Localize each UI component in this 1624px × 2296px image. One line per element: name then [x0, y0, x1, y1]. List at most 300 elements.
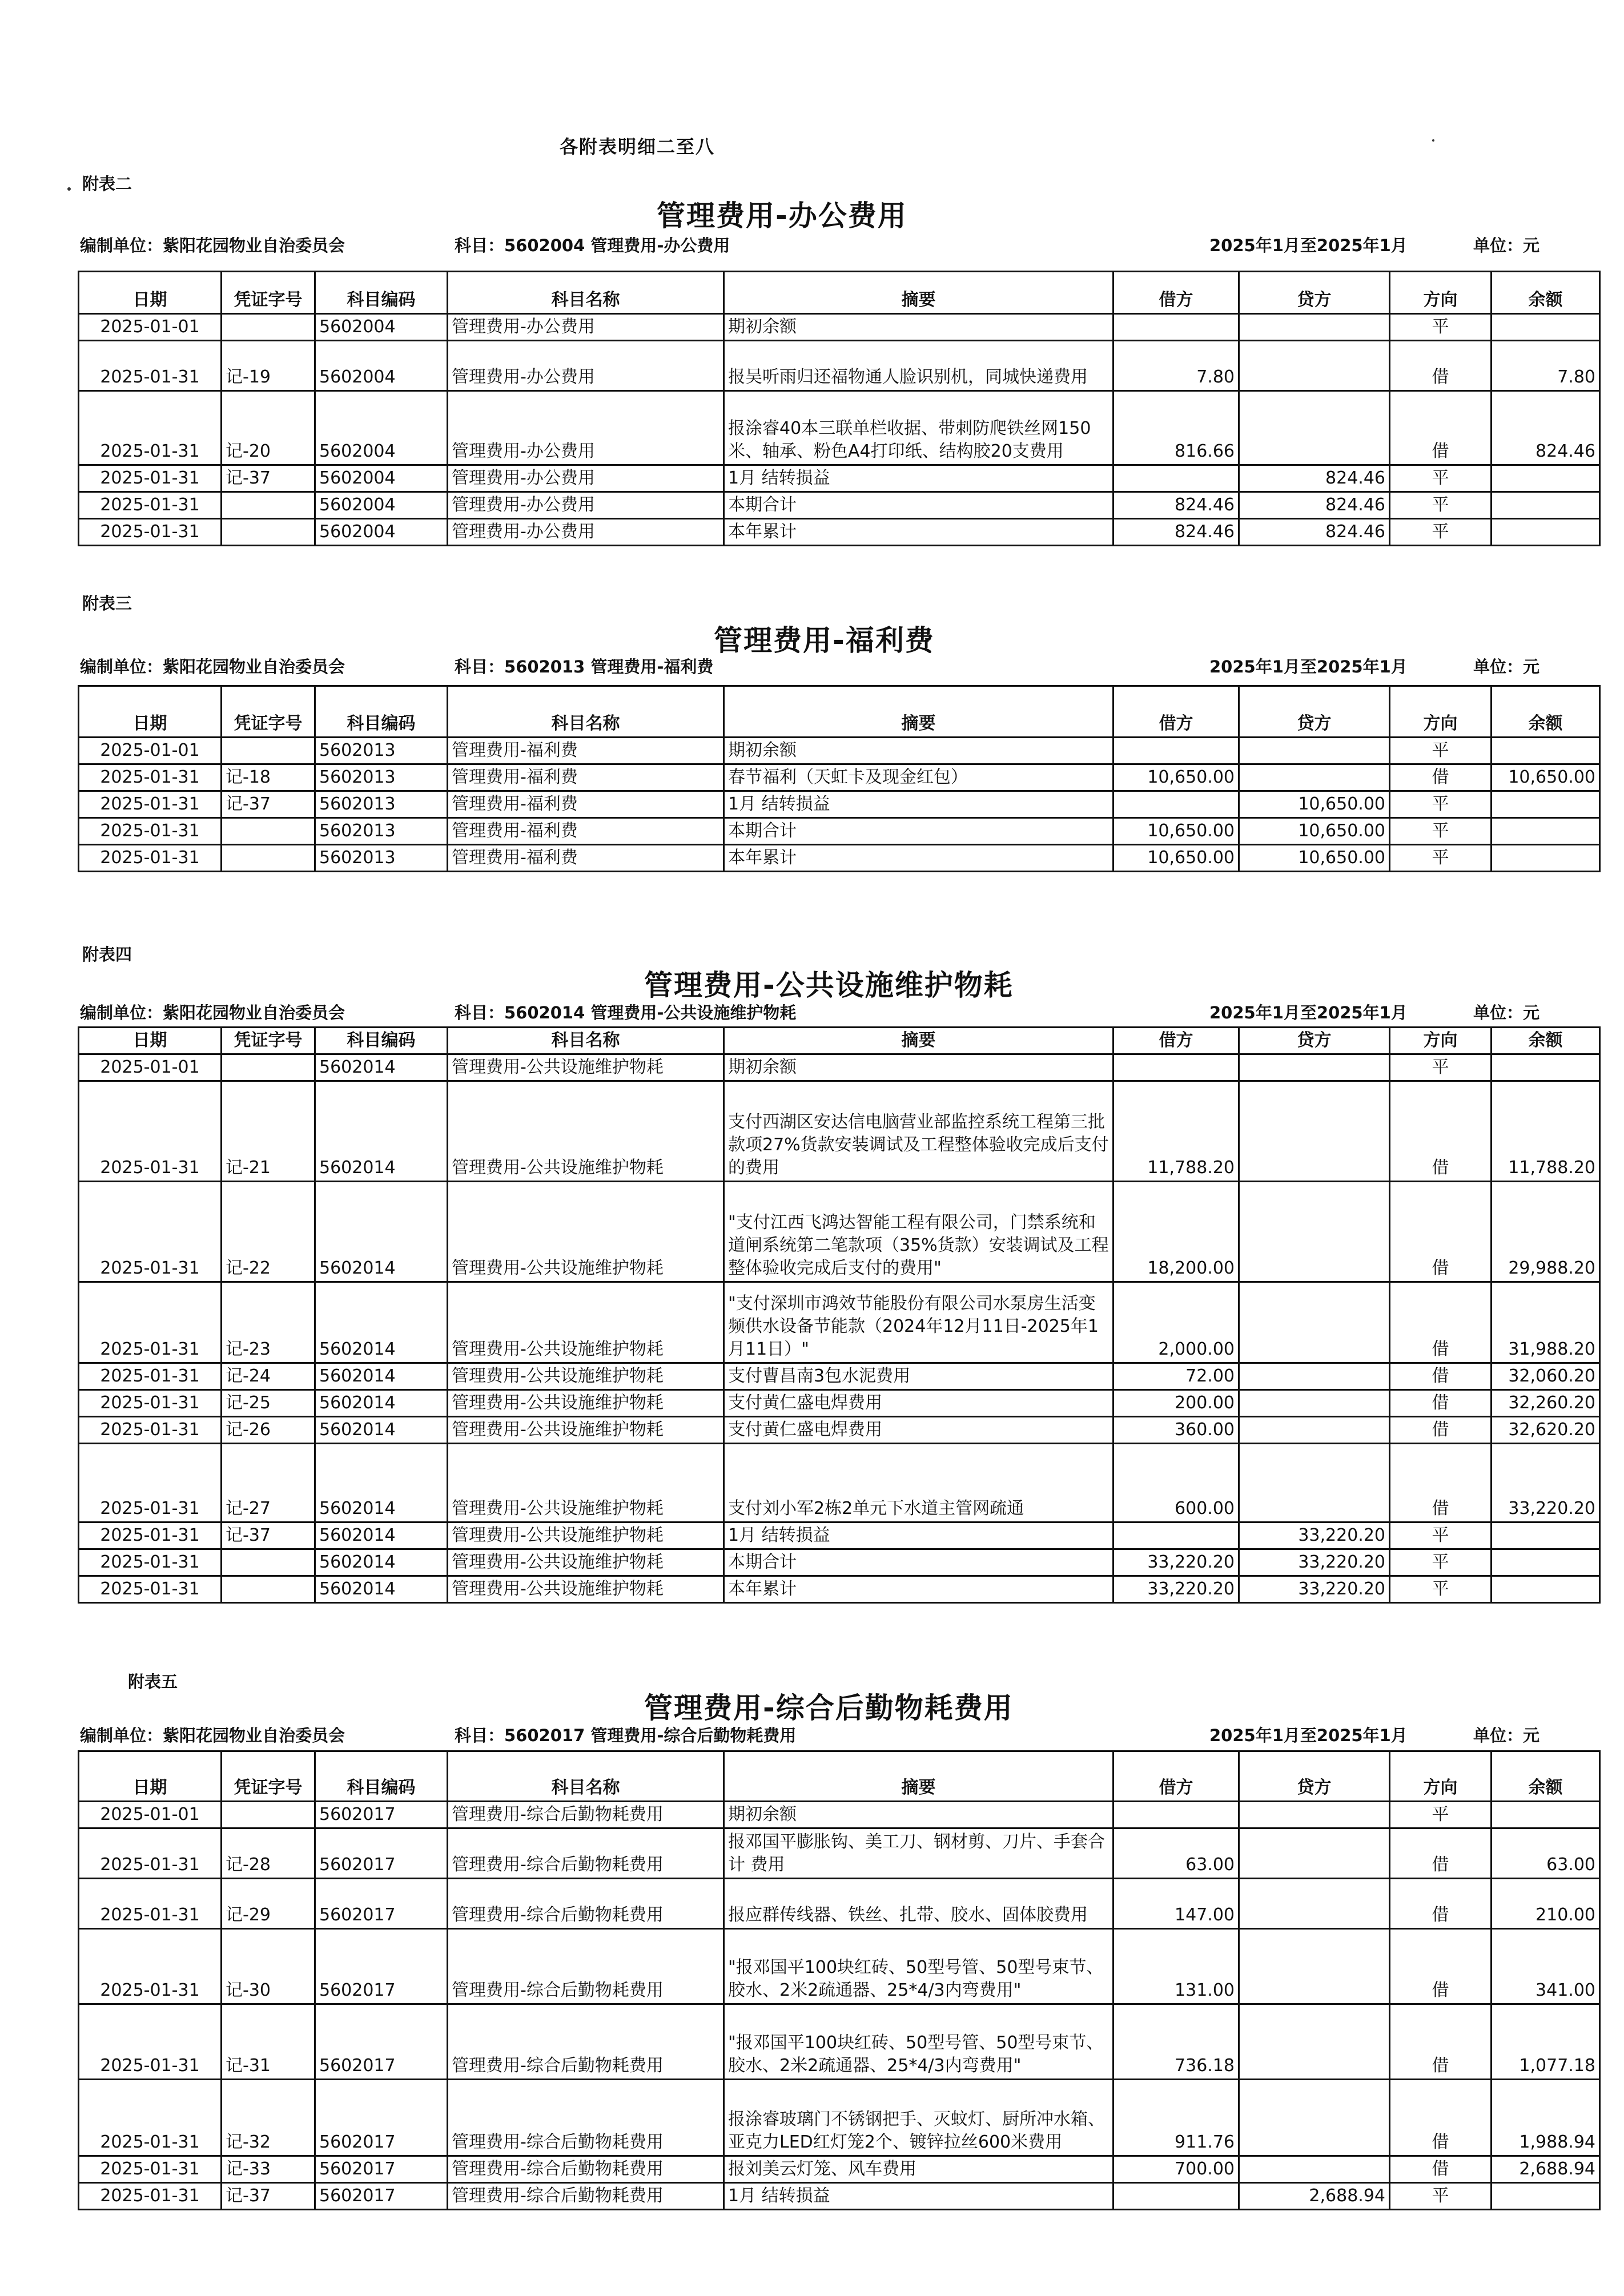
column-header: 凭证字号 — [222, 272, 315, 314]
voucher-cell — [222, 845, 315, 872]
table-row — [79, 492, 1600, 519]
summary-cell: 本期合计 — [724, 818, 1114, 845]
column-header: 余额 — [1492, 686, 1600, 738]
credit-cell — [1239, 2004, 1390, 2080]
credit-cell — [1239, 1802, 1390, 1828]
direction-cell: 平 — [1390, 314, 1492, 341]
account-name-cell: 管理费用-办公费用 — [448, 391, 724, 465]
account-name-cell: 管理费用-公共设施维护物耗 — [448, 1522, 724, 1549]
voucher-cell — [222, 1802, 315, 1828]
table-row — [79, 2080, 1600, 2156]
account-name-cell: 管理费用-综合后勤物耗费用 — [448, 1929, 724, 2004]
column-header: 余额 — [1492, 1751, 1600, 1802]
credit-cell: 33,220.20 — [1239, 1522, 1390, 1549]
date-cell: 2025-01-31 — [79, 2183, 222, 2210]
code-cell: 5602014 — [315, 1522, 448, 1549]
credit-cell — [1239, 1081, 1390, 1182]
table-row — [79, 818, 1600, 845]
voucher-cell: 记-28 — [222, 1828, 315, 1879]
table-row — [79, 1417, 1600, 1444]
credit-cell — [1239, 1929, 1390, 2004]
debit-cell: 824.46 — [1114, 492, 1239, 519]
debit-cell — [1114, 1054, 1239, 1081]
ledger-table — [78, 271, 1601, 546]
code-cell: 5602014 — [315, 1390, 448, 1417]
date-cell: 2025-01-31 — [79, 2080, 222, 2156]
section-title: 管理费用-综合后勤物耗费用 — [644, 1691, 1014, 1725]
section-title: 管理费用-福利费 — [714, 624, 935, 657]
account-name-cell: 管理费用-综合后勤物耗费用 — [448, 1879, 724, 1929]
balance-cell: 1,988.94 — [1492, 2080, 1600, 2156]
scan-speck — [67, 187, 71, 191]
table-row — [79, 738, 1600, 764]
balance-cell — [1492, 1549, 1600, 1576]
direction-cell: 借 — [1390, 1417, 1492, 1444]
credit-cell — [1239, 1444, 1390, 1522]
code-cell: 5602013 — [315, 818, 448, 845]
direction-cell: 平 — [1390, 519, 1492, 546]
date-cell: 2025-01-31 — [79, 2156, 222, 2183]
unit-label: 单位：元 — [1473, 1003, 1540, 1022]
column-header: 贷方 — [1239, 272, 1390, 314]
balance-cell: 11,788.20 — [1492, 1081, 1600, 1182]
summary-cell: 期初余额 — [724, 1802, 1114, 1828]
code-cell: 5602014 — [315, 1182, 448, 1282]
account-name-cell: 管理费用-办公费用 — [448, 465, 724, 492]
date-cell: 2025-01-31 — [79, 1390, 222, 1417]
balance-cell — [1492, 465, 1600, 492]
appendix-label: 附表二 — [82, 174, 132, 194]
column-header: 日期 — [79, 686, 222, 738]
code-cell: 5602013 — [315, 738, 448, 764]
header-row — [79, 686, 1600, 738]
balance-cell: 210.00 — [1492, 1879, 1600, 1929]
direction-cell: 借 — [1390, 1444, 1492, 1522]
credit-cell — [1239, 341, 1390, 391]
account-name-cell: 管理费用-综合后勤物耗费用 — [448, 2080, 724, 2156]
debit-cell: 911.76 — [1114, 2080, 1239, 2156]
code-cell: 5602013 — [315, 845, 448, 872]
debit-cell: 7.80 — [1114, 341, 1239, 391]
account-name-cell: 管理费用-公共设施维护物耗 — [448, 1081, 724, 1182]
direction-cell: 借 — [1390, 2156, 1492, 2183]
table-row — [79, 465, 1600, 492]
account-name-cell: 管理费用-公共设施维护物耗 — [448, 1390, 724, 1417]
debit-cell: 824.46 — [1114, 519, 1239, 546]
column-header: 借方 — [1114, 1028, 1239, 1054]
code-cell: 5602004 — [315, 519, 448, 546]
summary-cell: 报刘美云灯笼、风车费用 — [724, 2156, 1114, 2183]
credit-cell — [1239, 738, 1390, 764]
direction-cell: 借 — [1390, 1828, 1492, 1879]
summary-cell: 1月 结转损益 — [724, 1522, 1114, 1549]
date-cell: 2025-01-31 — [79, 1879, 222, 1929]
table-row — [79, 1444, 1600, 1522]
period-label: 2025年1月至2025年1月 — [1209, 657, 1408, 676]
summary-cell: 本年累计 — [724, 1576, 1114, 1603]
code-cell: 5602014 — [315, 1054, 448, 1081]
column-header: 凭证字号 — [222, 686, 315, 738]
code-cell: 5602017 — [315, 2183, 448, 2210]
summary-cell: 本期合计 — [724, 492, 1114, 519]
period-label: 2025年1月至2025年1月 — [1209, 1726, 1408, 1745]
direction-cell: 借 — [1390, 2004, 1492, 2080]
debit-cell: 10,650.00 — [1114, 845, 1239, 872]
balance-cell — [1492, 314, 1600, 341]
account-name-cell: 管理费用-综合后勤物耗费用 — [448, 2183, 724, 2210]
code-cell: 5602017 — [315, 2080, 448, 2156]
column-header: 科目编码 — [315, 1751, 448, 1802]
appendix-label: 附表三 — [82, 594, 132, 613]
unit-label: 单位：元 — [1473, 1726, 1540, 1745]
credit-cell — [1239, 314, 1390, 341]
code-cell: 5602013 — [315, 764, 448, 791]
balance-cell: 63.00 — [1492, 1828, 1600, 1879]
balance-cell: 1,077.18 — [1492, 2004, 1600, 2080]
column-header: 借方 — [1114, 686, 1239, 738]
scan-speck — [1432, 139, 1434, 142]
ledger-table — [78, 1750, 1601, 2210]
date-cell: 2025-01-01 — [79, 1054, 222, 1081]
table-row — [79, 1802, 1600, 1828]
date-cell: 2025-01-31 — [79, 791, 222, 818]
balance-cell: 33,220.20 — [1492, 1444, 1600, 1522]
balance-cell — [1492, 791, 1600, 818]
account-name-cell: 管理费用-综合后勤物耗费用 — [448, 2156, 724, 2183]
column-header: 余额 — [1492, 272, 1600, 314]
direction-cell: 平 — [1390, 2183, 1492, 2210]
debit-cell: 147.00 — [1114, 1879, 1239, 1929]
table-row — [79, 1182, 1600, 1282]
voucher-cell: 记-27 — [222, 1444, 315, 1522]
balance-cell — [1492, 492, 1600, 519]
org-label: 编制单位：紫阳花园物业自治委员会 — [80, 1003, 345, 1022]
table-row — [79, 845, 1600, 872]
table-row — [79, 1879, 1600, 1929]
account-name-cell: 管理费用-办公费用 — [448, 519, 724, 546]
section-title: 管理费用-办公费用 — [657, 199, 907, 232]
balance-cell — [1492, 818, 1600, 845]
header-row — [79, 1751, 1600, 1802]
direction-cell: 借 — [1390, 1390, 1492, 1417]
code-cell: 5602004 — [315, 341, 448, 391]
direction-cell: 借 — [1390, 2080, 1492, 2156]
org-label: 编制单位：紫阳花园物业自治委员会 — [80, 657, 345, 676]
date-cell: 2025-01-01 — [79, 738, 222, 764]
ledger-table — [78, 1026, 1601, 1604]
balance-cell: 824.46 — [1492, 391, 1600, 465]
code-cell: 5602004 — [315, 314, 448, 341]
voucher-cell: 记-25 — [222, 1390, 315, 1417]
column-header: 日期 — [79, 1751, 222, 1802]
code-cell: 5602017 — [315, 1828, 448, 1879]
column-header: 方向 — [1390, 686, 1492, 738]
direction-cell: 平 — [1390, 1522, 1492, 1549]
period-label: 2025年1月至2025年1月 — [1209, 236, 1408, 255]
account-name-cell: 管理费用-公共设施维护物耗 — [448, 1444, 724, 1522]
direction-cell: 平 — [1390, 1549, 1492, 1576]
debit-cell: 18,200.00 — [1114, 1182, 1239, 1282]
summary-cell: 报吴听雨归还福物通人脸识别机，同城快递费用 — [724, 341, 1114, 391]
voucher-cell — [222, 1054, 315, 1081]
column-header: 贷方 — [1239, 686, 1390, 738]
credit-cell — [1239, 1828, 1390, 1879]
debit-cell: 10,650.00 — [1114, 764, 1239, 791]
table-row — [79, 2004, 1600, 2080]
direction-cell: 平 — [1390, 1576, 1492, 1603]
voucher-cell: 记-30 — [222, 1929, 315, 2004]
table-row — [79, 791, 1600, 818]
table-row — [79, 1363, 1600, 1390]
unit-label: 单位：元 — [1473, 657, 1540, 676]
account-name-cell: 管理费用-福利费 — [448, 738, 724, 764]
summary-cell: 支付西湖区安达信电脑营业部监控系统工程第三批款项27%货款安装调试及工程整体验收完成后支付的费用 — [724, 1081, 1114, 1182]
appendix-label: 附表四 — [82, 945, 132, 964]
voucher-cell: 记-19 — [222, 341, 315, 391]
credit-cell: 33,220.20 — [1239, 1576, 1390, 1603]
date-cell: 2025-01-31 — [79, 1282, 222, 1363]
credit-cell — [1239, 764, 1390, 791]
debit-cell: 10,650.00 — [1114, 818, 1239, 845]
account-name-cell: 管理费用-福利费 — [448, 818, 724, 845]
account-name-cell: 管理费用-公共设施维护物耗 — [448, 1417, 724, 1444]
balance-cell — [1492, 1522, 1600, 1549]
table-row — [79, 764, 1600, 791]
column-header: 科目名称 — [448, 272, 724, 314]
voucher-cell — [222, 1549, 315, 1576]
table-row — [79, 1282, 1600, 1363]
code-cell: 5602014 — [315, 1444, 448, 1522]
subject-label: 科目：5602004 管理费用-办公费用 — [455, 236, 730, 255]
code-cell: 5602014 — [315, 1417, 448, 1444]
date-cell: 2025-01-31 — [79, 764, 222, 791]
column-header: 借方 — [1114, 272, 1239, 314]
balance-cell: 341.00 — [1492, 1929, 1600, 2004]
account-name-cell: 管理费用-公共设施维护物耗 — [448, 1054, 724, 1081]
balance-cell: 32,060.20 — [1492, 1363, 1600, 1390]
debit-cell: 2,000.00 — [1114, 1282, 1239, 1363]
header-row — [79, 272, 1600, 314]
table-row — [79, 314, 1600, 341]
direction-cell: 借 — [1390, 1282, 1492, 1363]
table-row — [79, 1054, 1600, 1081]
subject-label: 科目：5602014 管理费用-公共设施维护物耗 — [455, 1003, 797, 1022]
direction-cell: 借 — [1390, 1879, 1492, 1929]
debit-cell: 131.00 — [1114, 1929, 1239, 2004]
credit-cell — [1239, 2156, 1390, 2183]
column-header: 余额 — [1492, 1028, 1600, 1054]
balance-cell: 32,620.20 — [1492, 1417, 1600, 1444]
account-name-cell: 管理费用-综合后勤物耗费用 — [448, 1828, 724, 1879]
code-cell: 5602017 — [315, 2156, 448, 2183]
summary-cell: 支付黄仁盛电焊费用 — [724, 1417, 1114, 1444]
direction-cell: 借 — [1390, 341, 1492, 391]
code-cell: 5602014 — [315, 1282, 448, 1363]
subject-label: 科目：5602017 管理费用-综合后勤物耗费用 — [455, 1726, 797, 1745]
summary-cell: 1月 结转损益 — [724, 465, 1114, 492]
voucher-cell: 记-33 — [222, 2156, 315, 2183]
code-cell: 5602004 — [315, 465, 448, 492]
date-cell: 2025-01-31 — [79, 1522, 222, 1549]
balance-cell: 10,650.00 — [1492, 764, 1600, 791]
balance-cell — [1492, 1802, 1600, 1828]
credit-cell — [1239, 1417, 1390, 1444]
column-header: 科目名称 — [448, 686, 724, 738]
column-header: 日期 — [79, 1028, 222, 1054]
direction-cell: 平 — [1390, 818, 1492, 845]
org-label: 编制单位：紫阳花园物业自治委员会 — [80, 1726, 345, 1745]
debit-cell: 33,220.20 — [1114, 1576, 1239, 1603]
column-header: 贷方 — [1239, 1028, 1390, 1054]
summary-cell: "报邓国平100块红砖、50型号管、50型号束节、胶水、2米2疏通器、25*4/3内弯费用" — [724, 2004, 1114, 2080]
direction-cell: 借 — [1390, 1182, 1492, 1282]
summary-cell: "支付深圳市鸿效节能股份有限公司水泵房生活变频供水设备节能款（2024年12月11日-2025年1月11日）" — [724, 1282, 1114, 1363]
credit-cell — [1239, 1054, 1390, 1081]
unit-label: 单位：元 — [1473, 236, 1540, 255]
account-name-cell: 管理费用-公共设施维护物耗 — [448, 1182, 724, 1282]
column-header: 科目名称 — [448, 1751, 724, 1802]
date-cell: 2025-01-31 — [79, 1929, 222, 2004]
account-name-cell: 管理费用-福利费 — [448, 791, 724, 818]
date-cell: 2025-01-31 — [79, 465, 222, 492]
summary-cell: "支付江西飞鸿达智能工程有限公司，门禁系统和道闸系统第二笔款项（35%货款）安装调试及工程整体验收完成后支付的费用" — [724, 1182, 1114, 1282]
table-row — [79, 1549, 1600, 1576]
column-header: 方向 — [1390, 272, 1492, 314]
debit-cell: 700.00 — [1114, 2156, 1239, 2183]
date-cell: 2025-01-31 — [79, 341, 222, 391]
balance-cell: 32,260.20 — [1492, 1390, 1600, 1417]
balance-cell — [1492, 1576, 1600, 1603]
code-cell: 5602004 — [315, 391, 448, 465]
credit-cell: 2,688.94 — [1239, 2183, 1390, 2210]
summary-cell: 期初余额 — [724, 314, 1114, 341]
summary-cell: 支付黄仁盛电焊费用 — [724, 1390, 1114, 1417]
account-name-cell: 管理费用-综合后勤物耗费用 — [448, 1802, 724, 1828]
summary-cell: 期初余额 — [724, 738, 1114, 764]
balance-cell: 31,988.20 — [1492, 1282, 1600, 1363]
date-cell: 2025-01-31 — [79, 1549, 222, 1576]
voucher-cell: 记-32 — [222, 2080, 315, 2156]
code-cell: 5602013 — [315, 791, 448, 818]
credit-cell: 10,650.00 — [1239, 845, 1390, 872]
direction-cell: 借 — [1390, 391, 1492, 465]
column-header: 方向 — [1390, 1751, 1492, 1802]
voucher-cell: 记-18 — [222, 764, 315, 791]
direction-cell: 平 — [1390, 738, 1492, 764]
debit-cell — [1114, 738, 1239, 764]
column-header: 摘要 — [724, 1751, 1114, 1802]
debit-cell: 33,220.20 — [1114, 1549, 1239, 1576]
balance-cell: 2,688.94 — [1492, 2156, 1600, 2183]
org-label: 编制单位：紫阳花园物业自治委员会 — [80, 236, 345, 255]
summary-cell: 支付曹昌南3包水泥费用 — [724, 1363, 1114, 1390]
column-header: 贷方 — [1239, 1751, 1390, 1802]
summary-cell: 报应群传线器、铁丝、扎带、胶水、固体胶费用 — [724, 1879, 1114, 1929]
voucher-cell — [222, 738, 315, 764]
code-cell: 5602017 — [315, 1879, 448, 1929]
debit-cell: 360.00 — [1114, 1417, 1239, 1444]
summary-cell: 本期合计 — [724, 1549, 1114, 1576]
summary-cell: 春节福利（天虹卡及现金红包） — [724, 764, 1114, 791]
credit-cell: 10,650.00 — [1239, 791, 1390, 818]
balance-cell: 29,988.20 — [1492, 1182, 1600, 1282]
date-cell: 2025-01-31 — [79, 1182, 222, 1282]
column-header: 科目编码 — [315, 1028, 448, 1054]
debit-cell: 816.66 — [1114, 391, 1239, 465]
direction-cell: 借 — [1390, 764, 1492, 791]
date-cell: 2025-01-31 — [79, 1828, 222, 1879]
summary-cell: 报涂睿40本三联单栏收据、带刺防爬铁丝网150米、轴承、粉色A4打印纸、结构胶20支费用 — [724, 391, 1114, 465]
summary-cell: 期初余额 — [724, 1054, 1114, 1081]
balance-cell — [1492, 1054, 1600, 1081]
debit-cell: 11,788.20 — [1114, 1081, 1239, 1182]
voucher-cell: 记-29 — [222, 1879, 315, 1929]
code-cell: 5602014 — [315, 1549, 448, 1576]
account-name-cell: 管理费用-办公费用 — [448, 341, 724, 391]
column-header: 方向 — [1390, 1028, 1492, 1054]
code-cell: 5602004 — [315, 492, 448, 519]
debit-cell: 63.00 — [1114, 1828, 1239, 1879]
date-cell: 2025-01-31 — [79, 1444, 222, 1522]
date-cell: 2025-01-31 — [79, 519, 222, 546]
voucher-cell: 记-24 — [222, 1363, 315, 1390]
date-cell: 2025-01-31 — [79, 1363, 222, 1390]
code-cell: 5602014 — [315, 1576, 448, 1603]
column-header: 科目编码 — [315, 272, 448, 314]
debit-cell — [1114, 1802, 1239, 1828]
date-cell: 2025-01-01 — [79, 314, 222, 341]
account-name-cell: 管理费用-公共设施维护物耗 — [448, 1576, 724, 1603]
subject-label: 科目：5602013 管理费用-福利费 — [455, 657, 714, 676]
debit-cell: 72.00 — [1114, 1363, 1239, 1390]
table-row — [79, 2183, 1600, 2210]
column-header: 日期 — [79, 272, 222, 314]
voucher-cell: 记-37 — [222, 2183, 315, 2210]
column-header: 科目名称 — [448, 1028, 724, 1054]
account-name-cell: 管理费用-办公费用 — [448, 492, 724, 519]
column-header: 科目编码 — [315, 686, 448, 738]
voucher-cell: 记-37 — [222, 791, 315, 818]
date-cell: 2025-01-31 — [79, 391, 222, 465]
column-header: 摘要 — [724, 1028, 1114, 1054]
voucher-cell: 记-22 — [222, 1182, 315, 1282]
date-cell: 2025-01-31 — [79, 1417, 222, 1444]
debit-cell — [1114, 2183, 1239, 2210]
credit-cell: 824.46 — [1239, 465, 1390, 492]
credit-cell: 33,220.20 — [1239, 1549, 1390, 1576]
account-name-cell: 管理费用-综合后勤物耗费用 — [448, 2004, 724, 2080]
table-row — [79, 1390, 1600, 1417]
direction-cell: 借 — [1390, 1929, 1492, 2004]
credit-cell — [1239, 1182, 1390, 1282]
voucher-cell — [222, 314, 315, 341]
voucher-cell: 记-21 — [222, 1081, 315, 1182]
account-name-cell: 管理费用-公共设施维护物耗 — [448, 1282, 724, 1363]
period-label: 2025年1月至2025年1月 — [1209, 1003, 1408, 1022]
credit-cell — [1239, 2080, 1390, 2156]
header-row — [79, 1028, 1600, 1054]
direction-cell: 平 — [1390, 1054, 1492, 1081]
summary-cell: 1月 结转损益 — [724, 791, 1114, 818]
table-row — [79, 1522, 1600, 1549]
balance-cell — [1492, 738, 1600, 764]
summary-cell: 1月 结转损益 — [724, 2183, 1114, 2210]
code-cell: 5602017 — [315, 1802, 448, 1828]
debit-cell: 200.00 — [1114, 1390, 1239, 1417]
voucher-cell: 记-23 — [222, 1282, 315, 1363]
summary-cell: 本年累计 — [724, 519, 1114, 546]
table-row — [79, 341, 1600, 391]
